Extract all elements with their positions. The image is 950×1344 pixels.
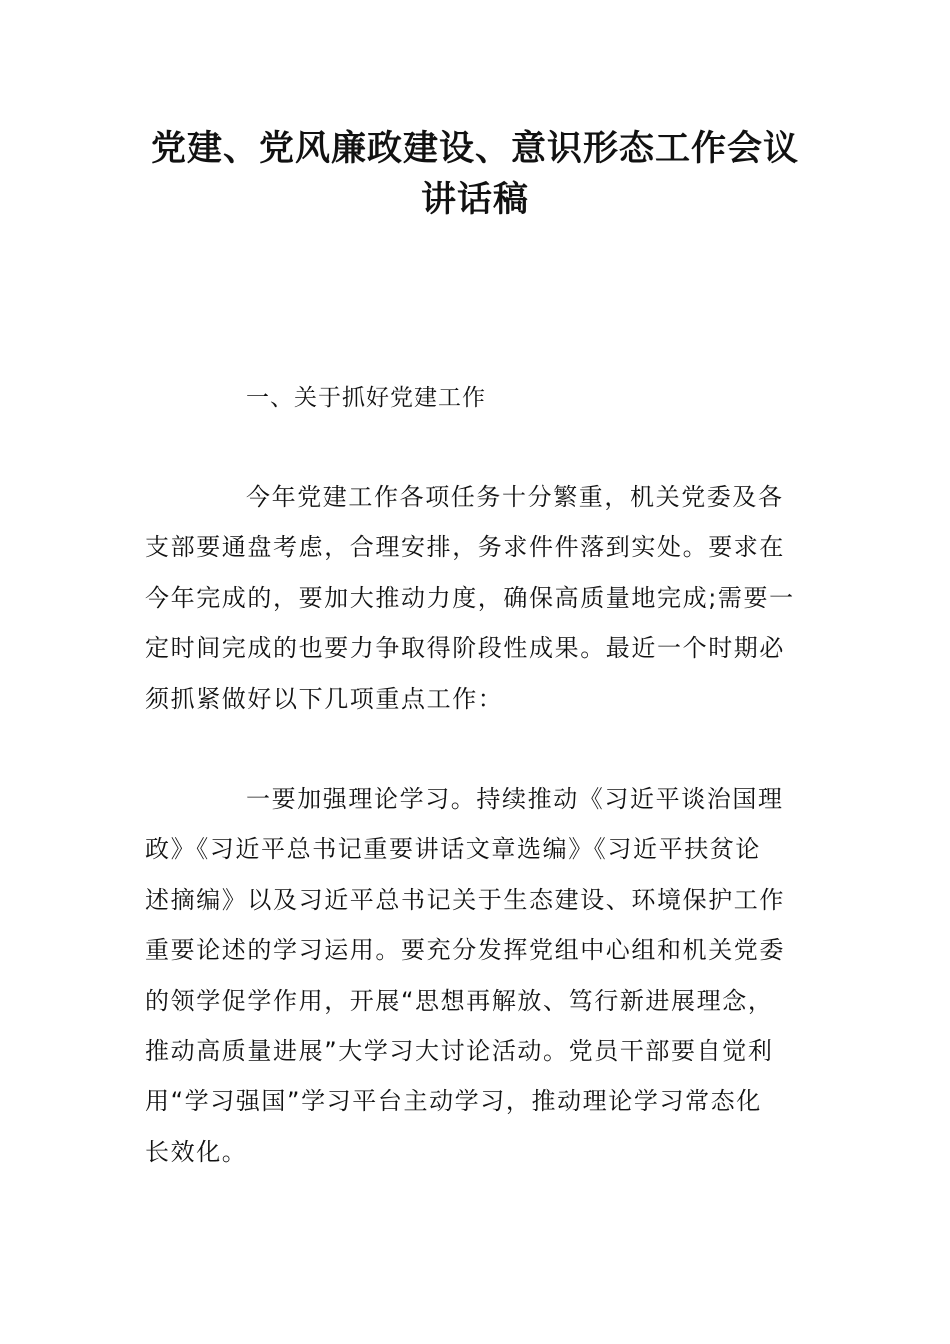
paragraph-line: 述摘编》以及习近平总书记关于生态建设、环境保护工作	[145, 885, 785, 914]
paragraph-line: 须抓紧做好以下几项重点工作：	[145, 684, 504, 713]
paragraph-line: 的领学促学作用，开展“思想再解放、笃行新进展理念，	[145, 986, 774, 1015]
paragraph-line: 政》《习近平总书记重要讲话文章选编》《习近平扶贫论	[145, 835, 761, 864]
paragraph-line: 长效化。	[145, 1137, 248, 1166]
document-title	[120, 124, 830, 226]
paragraph-line: 定时间完成的也要力争取得阶段性成果。最近一个时期必	[145, 634, 785, 663]
paragraph-line: 支部要通盘考虑，合理安排，务求件件落到实处。要求在	[145, 533, 785, 562]
title-line-2: 讲话稿	[420, 180, 529, 220]
paragraph-line: 用“学习强国”学习平台主动学习，推动理论学习常态化	[145, 1087, 762, 1116]
paragraph-line: 重要论述的学习运用。要充分发挥党组中心组和机关党委	[145, 936, 785, 965]
paragraph-intro	[145, 472, 805, 724]
paragraph-line: 今年完成的，要加大推动力度，确保高质量地完成;需要一	[145, 583, 795, 612]
paragraph-line: 一要加强理论学习。持续推动《习近平谈治国理	[246, 785, 784, 813]
paragraph-line: 推动高质量进展”大学习大讨论活动。党员干部要自觉利	[145, 1037, 774, 1066]
paragraph-theory-study	[145, 774, 805, 1177]
title-line-1: 党建、党风廉政建设、意识形态工作会议	[150, 129, 799, 169]
section-heading: 一、关于抓好党建工作	[246, 385, 486, 411]
paragraph-line: 今年党建工作各项任务十分繁重，机关党委及各	[246, 483, 784, 511]
